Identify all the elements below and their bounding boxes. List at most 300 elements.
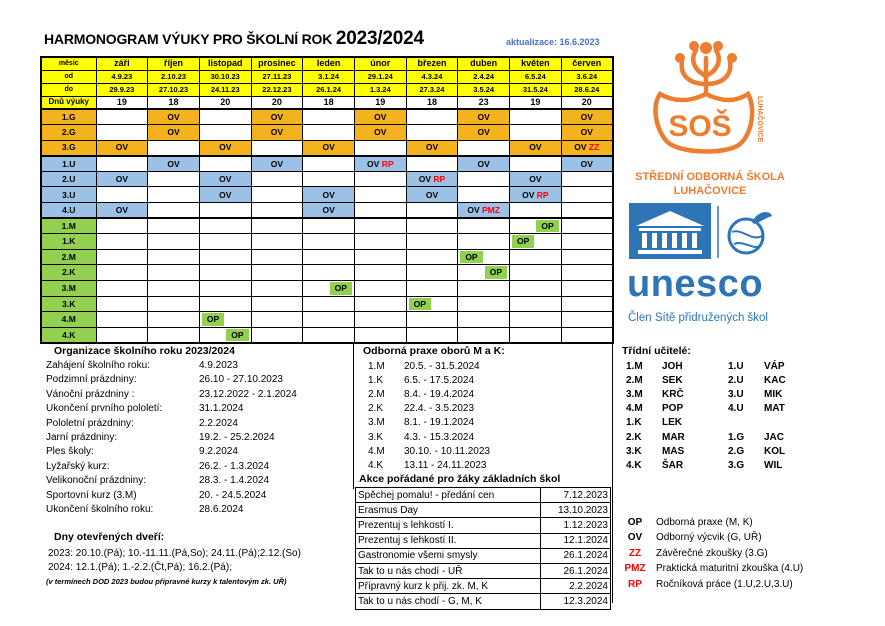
cell-code: OV bbox=[115, 173, 128, 184]
class-label: 2.K bbox=[41, 265, 96, 281]
grid-header-row-month bbox=[41, 57, 613, 70]
teacher-name: MAT bbox=[764, 403, 785, 415]
schedule-cell bbox=[510, 327, 562, 343]
event-name: Erasmus Day bbox=[356, 503, 541, 518]
schedule-cell bbox=[561, 203, 613, 219]
schedule-cell bbox=[199, 249, 251, 265]
section-divider bbox=[353, 343, 354, 489]
schedule-cell bbox=[354, 125, 406, 141]
teacher-name: KRČ bbox=[662, 389, 684, 401]
schedule-cell bbox=[354, 327, 406, 343]
schedule-cell bbox=[148, 249, 200, 265]
schedule-cell bbox=[303, 171, 355, 187]
practice-badge: OP bbox=[536, 220, 558, 233]
schedule-cell bbox=[148, 125, 200, 141]
schedule-cell bbox=[303, 125, 355, 141]
practice-class: 3.K bbox=[368, 431, 384, 443]
schedule-cell bbox=[199, 312, 251, 328]
org-item-label: Ples školy: bbox=[46, 446, 94, 458]
grid-month-days: 20 bbox=[561, 96, 613, 109]
grid-header-row-to bbox=[41, 83, 613, 96]
schedule-cell bbox=[406, 265, 458, 281]
grid-header-row-from bbox=[41, 70, 613, 83]
schedule-cell bbox=[148, 265, 200, 281]
cell-code: OV bbox=[477, 127, 490, 138]
update-date: aktualizace: 16.6.2023 bbox=[506, 37, 600, 47]
teacher-class: 1.K bbox=[626, 417, 642, 429]
schedule-cell bbox=[251, 187, 303, 203]
org-item-label: Podzimní prázdniny: bbox=[46, 374, 137, 386]
schedule-cell bbox=[354, 281, 406, 297]
practice-row bbox=[41, 327, 613, 343]
teacher-class: 1.U bbox=[728, 361, 744, 372]
cell-code: OV bbox=[574, 142, 587, 153]
schedule-cell bbox=[354, 156, 406, 172]
org-item-value: 19.2. - 25.2.2024 bbox=[199, 432, 275, 443]
schedule-cell bbox=[510, 281, 562, 297]
practice-class: 4.M bbox=[368, 445, 385, 457]
legend-text: Ročníková práce (1.U,2.U,3.U) bbox=[656, 578, 793, 590]
schedule-cell bbox=[148, 327, 200, 343]
schedule-cell bbox=[458, 265, 510, 281]
schedule-cell bbox=[406, 171, 458, 187]
org-item-label: Zahájení školního roku: bbox=[46, 360, 150, 371]
schedule-cell bbox=[354, 140, 406, 156]
schedule-cell bbox=[303, 140, 355, 156]
schedule-cell bbox=[96, 140, 148, 156]
schedule-cell bbox=[148, 312, 200, 328]
schedule-cell bbox=[561, 296, 613, 312]
open-days-note: (v termínech DOD 2023 budou připravné kurzy k talentovým zk. UŘ) bbox=[46, 577, 287, 586]
schedule-cell bbox=[199, 109, 251, 125]
cell-extra-code: RP bbox=[381, 158, 394, 169]
schedule-cell bbox=[510, 156, 562, 172]
schedule-cell bbox=[458, 327, 510, 343]
schedule-cell bbox=[303, 327, 355, 343]
schedule-cell bbox=[199, 265, 251, 281]
class-label: 4.K bbox=[41, 327, 96, 343]
schedule-cell bbox=[561, 312, 613, 328]
schedule-cell bbox=[303, 203, 355, 219]
schedule-cell bbox=[510, 296, 562, 312]
schedule-cell bbox=[199, 327, 251, 343]
unesco-wordmark: unesco bbox=[627, 263, 764, 305]
schedule-cell bbox=[148, 281, 200, 297]
schedule-grid bbox=[40, 56, 614, 344]
grid-header-label: od bbox=[41, 70, 96, 83]
schedule-cell bbox=[354, 234, 406, 250]
practice-dates: 13.11 - 24.11.2023 bbox=[404, 459, 487, 471]
org-item-value: 31.1.2024 bbox=[199, 403, 244, 415]
grid-month-from: 6.5.24 bbox=[510, 70, 562, 83]
cell-code: OV bbox=[418, 173, 432, 184]
legend-item bbox=[620, 563, 803, 574]
cell-code: OV bbox=[115, 142, 128, 153]
organization-title: Organizace školního roku 2023/2024 bbox=[54, 345, 235, 357]
practice-badge: OP bbox=[485, 266, 507, 279]
schedule-cell bbox=[354, 249, 406, 265]
practice-row bbox=[41, 249, 613, 265]
schedule-cell bbox=[354, 312, 406, 328]
grid-month-from: 2.4.24 bbox=[458, 70, 510, 83]
legend-item bbox=[620, 532, 762, 543]
cell-code: OV bbox=[167, 127, 180, 138]
class-row bbox=[41, 156, 613, 172]
unesco-subtitle: Člen Sítě přidružených škol bbox=[628, 312, 768, 324]
cell-code: OV bbox=[529, 173, 542, 184]
events-table bbox=[355, 487, 611, 610]
schedule-cell bbox=[303, 156, 355, 172]
class-row bbox=[41, 140, 613, 156]
event-row bbox=[356, 503, 611, 518]
grid-month-days: 19 bbox=[354, 96, 406, 109]
practice-dates: 8.4. - 19.4.2024 bbox=[404, 389, 475, 401]
org-item-label: Lyžařský kurz: bbox=[46, 460, 110, 472]
cell-code: OV bbox=[580, 127, 593, 138]
grid-month-name: leden bbox=[303, 57, 355, 70]
grid-month-name: listopad bbox=[199, 57, 251, 70]
cell-extra-code: RP bbox=[433, 173, 446, 184]
grid-month-to: 22.12.23 bbox=[251, 83, 303, 96]
class-label: 3.G bbox=[41, 140, 96, 156]
schedule-cell bbox=[406, 187, 458, 203]
grid-header-label: měsíc bbox=[41, 57, 96, 70]
schedule-cell bbox=[96, 171, 148, 187]
teacher-class: 2.K bbox=[626, 431, 642, 443]
practice-class: 1.M bbox=[368, 361, 385, 372]
schedule-cell bbox=[458, 187, 510, 203]
schedule-cell bbox=[199, 171, 251, 187]
practice-title: Odborná praxe oborů M a K: bbox=[363, 345, 505, 357]
schedule-cell bbox=[96, 187, 148, 203]
practice-dates: 8.1. - 19.1.2024 bbox=[404, 417, 475, 429]
schedule-cell bbox=[303, 265, 355, 281]
schedule-cell bbox=[561, 249, 613, 265]
teacher-class: 3.K bbox=[626, 445, 642, 457]
grid-month-name: září bbox=[96, 57, 148, 70]
schedule-cell bbox=[303, 109, 355, 125]
grid-month-name: březen bbox=[406, 57, 458, 70]
schedule-cell bbox=[148, 203, 200, 219]
practice-row bbox=[41, 234, 613, 250]
cell-extra-code: PMZ bbox=[482, 204, 500, 215]
grid-month-name: prosinec bbox=[251, 57, 303, 70]
cell-code: OV bbox=[219, 142, 232, 153]
teacher-name: KOL bbox=[764, 445, 786, 457]
school-name-line1: STŘEDNÍ ODBORNÁ ŠKOLA bbox=[635, 171, 785, 183]
event-row bbox=[356, 594, 611, 609]
schedule-cell bbox=[148, 187, 200, 203]
legend-code: OP bbox=[627, 517, 643, 528]
schedule-cell bbox=[510, 171, 562, 187]
event-date: 26.1.2024 bbox=[541, 563, 611, 578]
schedule-cell bbox=[303, 218, 355, 234]
schedule-cell bbox=[406, 125, 458, 141]
teachers-title: Třídní učitelé: bbox=[622, 345, 691, 357]
teacher-name: SEK bbox=[662, 375, 683, 387]
cell-code: OV bbox=[219, 189, 232, 200]
org-item-value: 2.2.2024 bbox=[199, 417, 238, 429]
event-name: Spěchej pomalu! - předání cen bbox=[356, 488, 541, 503]
teacher-class: 1.M bbox=[626, 361, 643, 372]
event-date: 26.1.2024 bbox=[541, 548, 611, 563]
class-label: 1.M bbox=[41, 218, 96, 234]
grid-month-from: 27.11.23 bbox=[251, 70, 303, 83]
class-label: 2.M bbox=[41, 249, 96, 265]
grid-month-days: 18 bbox=[148, 96, 200, 109]
grid-month-from: 2.10.23 bbox=[148, 70, 200, 83]
schedule-cell bbox=[458, 125, 510, 141]
event-date: 2.2.2024 bbox=[541, 579, 611, 594]
grid-month-name: únor bbox=[354, 57, 406, 70]
legend-code: ZZ bbox=[628, 547, 642, 559]
org-item-value: 28.6.2024 bbox=[199, 504, 244, 515]
grid-month-days: 19 bbox=[96, 96, 148, 109]
schedule-cell bbox=[510, 187, 562, 203]
schedule-cell bbox=[303, 249, 355, 265]
schedule-cell bbox=[406, 109, 458, 125]
schedule-cell bbox=[561, 281, 613, 297]
teacher-class: 4.U bbox=[728, 403, 744, 415]
schedule-cell bbox=[96, 281, 148, 297]
schedule-cell bbox=[458, 109, 510, 125]
practice-class: 2.K bbox=[368, 403, 384, 415]
practice-dates: 6.5. - 17.5.2024 bbox=[404, 375, 475, 387]
cell-code: OV bbox=[219, 173, 232, 184]
grid-month-to: 31.5.24 bbox=[510, 83, 562, 96]
title-text: HARMONOGRAM VÝUKY PRO ŠKOLNÍ ROK bbox=[44, 31, 333, 47]
class-row bbox=[41, 187, 613, 203]
org-item-label: Pololetní prázdniny: bbox=[46, 417, 134, 429]
grid-month-name: říjen bbox=[148, 57, 200, 70]
class-label: 3.M bbox=[41, 281, 96, 297]
schedule-cell bbox=[510, 125, 562, 141]
schedule-cell bbox=[251, 249, 303, 265]
teacher-class: 3.G bbox=[728, 459, 745, 471]
practice-dates: 4.3. - 15.3.2024 bbox=[404, 431, 475, 443]
schedule-cell bbox=[458, 234, 510, 250]
org-item-value: 26.10 - 27.10.2023 bbox=[199, 374, 283, 386]
class-label: 4.U bbox=[41, 203, 96, 219]
logo-text: SOŠ bbox=[668, 110, 732, 143]
schedule-cell bbox=[251, 296, 303, 312]
school-name-line2: LUHAČOVICE bbox=[673, 185, 747, 197]
grid-month-from: 4.9.23 bbox=[96, 70, 148, 83]
cell-code: OV bbox=[467, 204, 480, 215]
org-item-value: 20. - 24.5.2024 bbox=[199, 489, 267, 501]
practice-class: 4.K bbox=[368, 459, 384, 471]
schedule-cell bbox=[148, 140, 200, 156]
schedule-cell bbox=[199, 218, 251, 234]
cell-code: OV bbox=[322, 204, 335, 215]
schedule-cell bbox=[148, 109, 200, 125]
schedule-cell bbox=[458, 203, 510, 219]
schedule-cell bbox=[406, 234, 458, 250]
event-name: Tak to u nás chodí - G, M, K bbox=[356, 594, 541, 609]
org-item-value: 9.2.2024 bbox=[199, 446, 238, 458]
event-name: Gastronomie všemi smysly bbox=[356, 548, 541, 563]
schedule-cell bbox=[406, 296, 458, 312]
schedule-cell bbox=[303, 281, 355, 297]
event-date: 7.12.2023 bbox=[541, 488, 611, 503]
class-label: 1.U bbox=[41, 156, 96, 172]
class-row bbox=[41, 203, 613, 219]
title-year: 2023/2024 bbox=[335, 28, 424, 49]
cell-code: OV bbox=[477, 111, 490, 122]
cell-code: OV bbox=[270, 111, 284, 122]
schedule-cell bbox=[96, 218, 148, 234]
schedule-cell bbox=[199, 203, 251, 219]
legend-item bbox=[620, 548, 768, 559]
org-item-value: 26.2. - 1.3.2024 bbox=[199, 460, 270, 472]
cell-code: OV bbox=[477, 158, 490, 169]
event-row bbox=[356, 488, 611, 503]
grid-month-to: 1.3.24 bbox=[354, 83, 406, 96]
event-row bbox=[356, 518, 611, 533]
schedule-cell bbox=[96, 249, 148, 265]
cell-code: OV bbox=[367, 158, 380, 169]
schedule-cell bbox=[561, 156, 613, 172]
cell-code: OV bbox=[425, 189, 439, 200]
schedule-cell bbox=[561, 125, 613, 141]
schedule-cell bbox=[561, 171, 613, 187]
event-name: Prezentuj s lehkostí I. bbox=[356, 518, 541, 533]
practice-badge: OP bbox=[330, 282, 352, 295]
schedule-cell bbox=[148, 234, 200, 250]
grid-month-days: 18 bbox=[303, 96, 355, 109]
teacher-name: JOH bbox=[662, 361, 683, 372]
grid-header-row-days bbox=[41, 96, 613, 109]
schedule-cell bbox=[354, 187, 406, 203]
grid-month-from: 4.3.24 bbox=[406, 70, 458, 83]
teacher-name: POP bbox=[662, 403, 684, 415]
schedule-cell bbox=[458, 218, 510, 234]
cell-code: OV bbox=[270, 127, 284, 138]
event-date: 1.12.2023 bbox=[541, 518, 611, 533]
event-name: Prezentuj s lehkostí II. bbox=[356, 533, 541, 548]
practice-badge: OP bbox=[202, 313, 224, 326]
event-row bbox=[356, 563, 611, 578]
schedule-cell bbox=[199, 140, 251, 156]
event-row bbox=[356, 533, 611, 548]
schedule-cell bbox=[354, 296, 406, 312]
schedule-cell bbox=[354, 265, 406, 281]
org-item-label: Ukončení školního roku: bbox=[46, 504, 154, 515]
schedule-cell bbox=[251, 140, 303, 156]
grid-month-from: 3.6.24 bbox=[561, 70, 613, 83]
cell-code: OV bbox=[374, 111, 387, 122]
grid-month-days: 18 bbox=[406, 96, 458, 109]
grid-month-to: 28.6.24 bbox=[561, 83, 613, 96]
schedule-cell bbox=[561, 218, 613, 234]
schedule-cell bbox=[199, 156, 251, 172]
schedule-cell bbox=[406, 312, 458, 328]
legend-text: Odborný výcvik (G, UŘ) bbox=[656, 532, 762, 544]
org-item-label: Velikonoční prázdniny: bbox=[46, 475, 147, 487]
grid-header-label: do bbox=[41, 83, 96, 96]
class-row bbox=[41, 125, 613, 141]
schedule-cell bbox=[251, 203, 303, 219]
practice-dates: 20.5. - 31.5.2024 bbox=[404, 361, 480, 372]
class-row bbox=[41, 109, 613, 125]
cell-code: OV bbox=[322, 142, 335, 153]
cell-code: OV bbox=[522, 189, 535, 200]
cell-extra-code: ZZ bbox=[588, 142, 600, 153]
cell-code: OV bbox=[270, 158, 284, 169]
legend-code: OV bbox=[627, 532, 643, 544]
event-name: Přípravný kurz k přij. zk. M, K bbox=[356, 579, 541, 594]
schedule-cell bbox=[406, 327, 458, 343]
teacher-name: JAC bbox=[764, 431, 785, 443]
schedule-cell bbox=[561, 187, 613, 203]
schedule-cell bbox=[251, 109, 303, 125]
schedule-cell bbox=[406, 156, 458, 172]
schedule-cell bbox=[561, 265, 613, 281]
schedule-cell bbox=[406, 140, 458, 156]
practice-dates: 22.4. - 3.5.2023 bbox=[404, 403, 475, 415]
cell-code: OV bbox=[580, 158, 593, 169]
schedule-cell bbox=[96, 234, 148, 250]
open-days-2023: 2023: 20.10.(Pá); 10.-11.11.(Pá,So); 24.11.(Pá);2.12.(So) bbox=[48, 548, 301, 559]
schedule-cell bbox=[148, 296, 200, 312]
schedule-cell bbox=[96, 203, 148, 219]
schedule-cell bbox=[458, 281, 510, 297]
schedule-cell bbox=[561, 234, 613, 250]
practice-row bbox=[41, 312, 613, 328]
schedule-cell bbox=[96, 327, 148, 343]
cell-code: OV bbox=[529, 142, 542, 153]
schedule-cell bbox=[251, 125, 303, 141]
schedule-cell bbox=[510, 218, 562, 234]
grid-month-from: 30.10.23 bbox=[199, 70, 251, 83]
class-label: 3.U bbox=[41, 187, 96, 203]
schedule-cell bbox=[199, 234, 251, 250]
grid-month-name: květen bbox=[510, 57, 562, 70]
event-date: 12.1.2024 bbox=[541, 533, 611, 548]
schedule-cell bbox=[303, 312, 355, 328]
school-name bbox=[615, 170, 805, 198]
class-row bbox=[41, 171, 613, 187]
schedule-cell bbox=[354, 109, 406, 125]
grid-month-days: 19 bbox=[510, 96, 562, 109]
teacher-class: 3.M bbox=[626, 389, 643, 401]
schedule-cell bbox=[96, 265, 148, 281]
event-row bbox=[356, 548, 611, 563]
teacher-class: 2.M bbox=[626, 375, 643, 387]
schedule-cell bbox=[303, 296, 355, 312]
schedule-cell bbox=[148, 156, 200, 172]
practice-class: 3.M bbox=[368, 417, 385, 429]
event-row bbox=[356, 579, 611, 594]
schedule-cell bbox=[458, 296, 510, 312]
schedule-cell bbox=[406, 281, 458, 297]
teacher-name: KAC bbox=[764, 375, 786, 387]
class-label: 3.K bbox=[41, 296, 96, 312]
grid-month-to: 29.9.23 bbox=[96, 83, 148, 96]
schedule-cell bbox=[354, 218, 406, 234]
class-label: 4.M bbox=[41, 312, 96, 328]
schedule-cell bbox=[561, 327, 613, 343]
schedule-cell bbox=[510, 140, 562, 156]
schedule-cell bbox=[561, 140, 613, 156]
org-item-label: Vánoční prázdniny : bbox=[46, 388, 135, 400]
schedule-cell bbox=[251, 281, 303, 297]
schedule-cell bbox=[510, 249, 562, 265]
schedule-cell bbox=[458, 249, 510, 265]
grid-month-to: 24.11.23 bbox=[199, 83, 251, 96]
schedule-cell bbox=[96, 296, 148, 312]
teacher-class: 2.G bbox=[728, 445, 745, 457]
